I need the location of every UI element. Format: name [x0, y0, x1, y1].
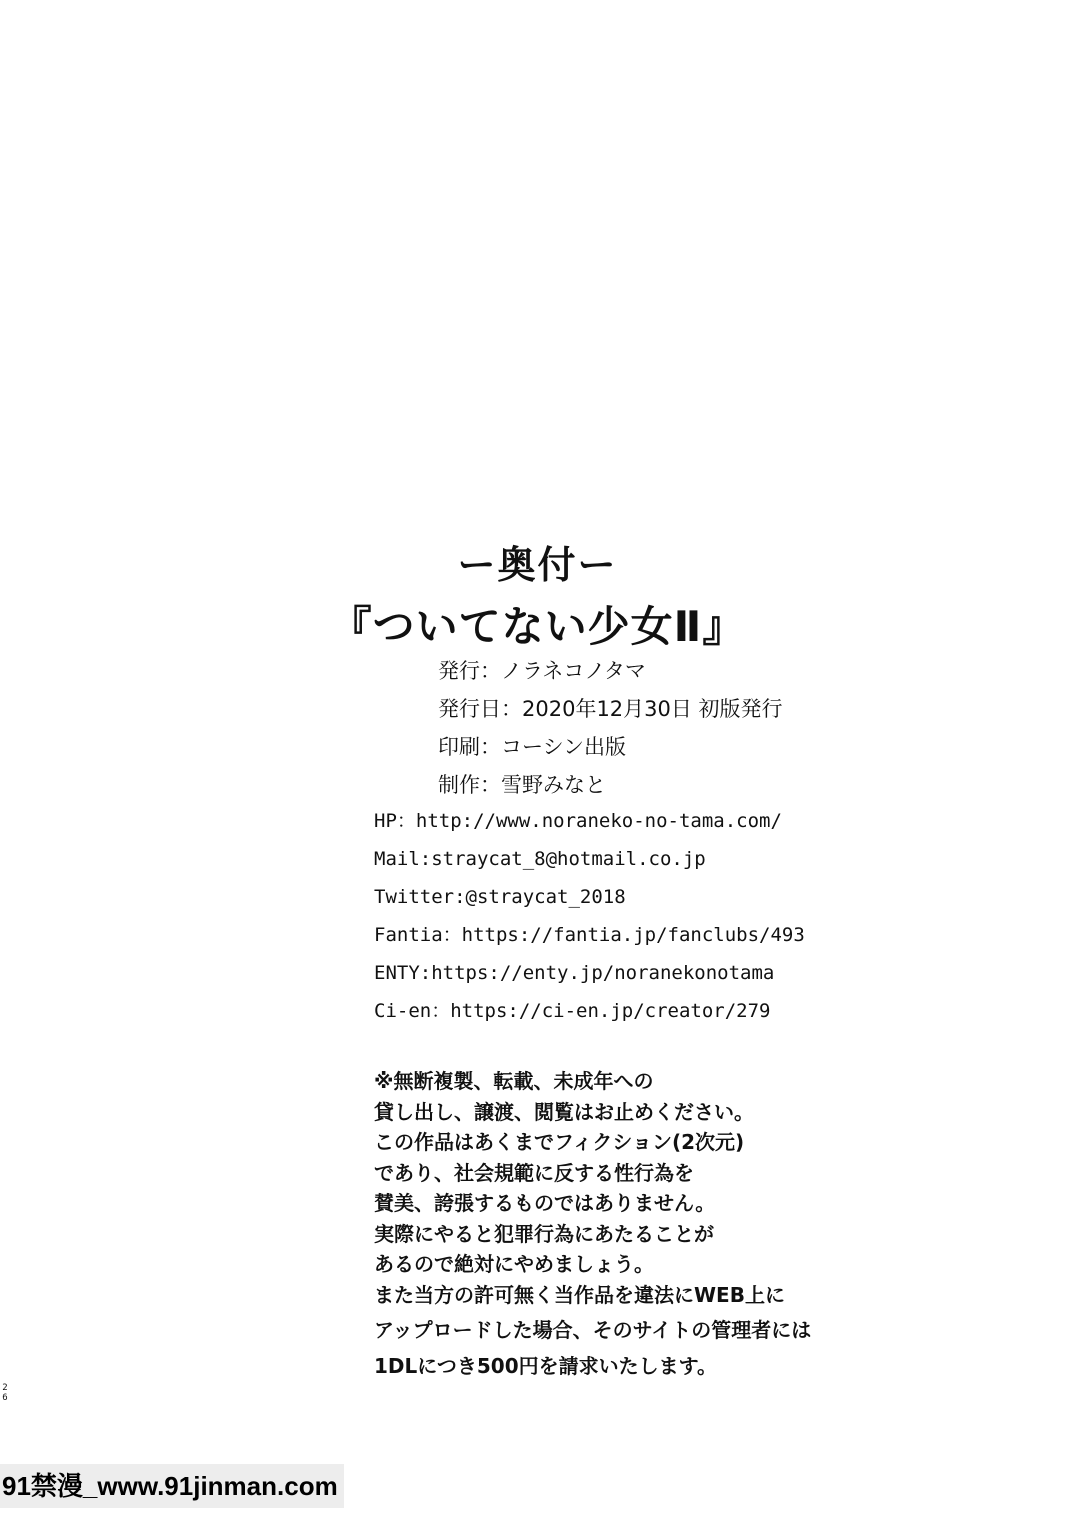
notice-line: 1DLにつき500円を請求いたします。 [374, 1354, 718, 1378]
notice-line: この作品はあくまでフィクション(2次元) [374, 1130, 745, 1154]
colophon-heading: ー奥付ー [457, 543, 618, 587]
site-watermark: 91禁漫_www.91jinman.com [0, 1464, 344, 1508]
author-line: 制作：雪野みなと [438, 773, 606, 797]
publisher-line: 発行：ノラネコノタマ [438, 659, 646, 683]
contact-mail: Mail:straycat_8@hotmail.co.jp [374, 848, 706, 870]
notice-line: ※無断複製、転載、未成年への [374, 1069, 654, 1093]
notice-line: 賛美、誇張するものではありません。 [374, 1191, 716, 1215]
contact-enty: ENTY:https://enty.jp/noranekonotama [374, 962, 775, 984]
notice-line: あるので絶対にやめましょう。 [374, 1252, 654, 1276]
notice-line: であり、社会規範に反する性行為を [374, 1160, 694, 1185]
book-title: 『ついてない少女Ⅱ』 [329, 602, 746, 651]
publication-info [438, 652, 783, 804]
contact-homepage: HP：http://www.noraneko-no-tama.com/ [374, 810, 782, 832]
notice-line: 実際にやると犯罪行為にあたることが [374, 1221, 714, 1246]
contact-fantia: Fantia：https://fantia.jp/fanclubs/493 [374, 924, 805, 946]
printer-line: 印刷：コーシン出版 [438, 735, 627, 759]
page-number: 26 [2, 1383, 8, 1403]
notice-line: 貸し出し、譲渡、閲覧はお止めください。 [374, 1099, 754, 1124]
notice-line: アップロードした場合、そのサイトの管理者には [374, 1318, 812, 1342]
contact-twitter: Twitter:@straycat_2018 [374, 886, 626, 908]
publish-date-line: 発行日：2020年12月30日 初版発行 [438, 697, 783, 721]
legal-notice [374, 1066, 811, 1382]
contact-list [374, 802, 805, 1030]
contact-ci-en: Ci-en：https://ci-en.jp/creator/279 [374, 1000, 771, 1022]
notice-line: また当方の許可無く当作品を違法にWEB上に [374, 1282, 785, 1307]
